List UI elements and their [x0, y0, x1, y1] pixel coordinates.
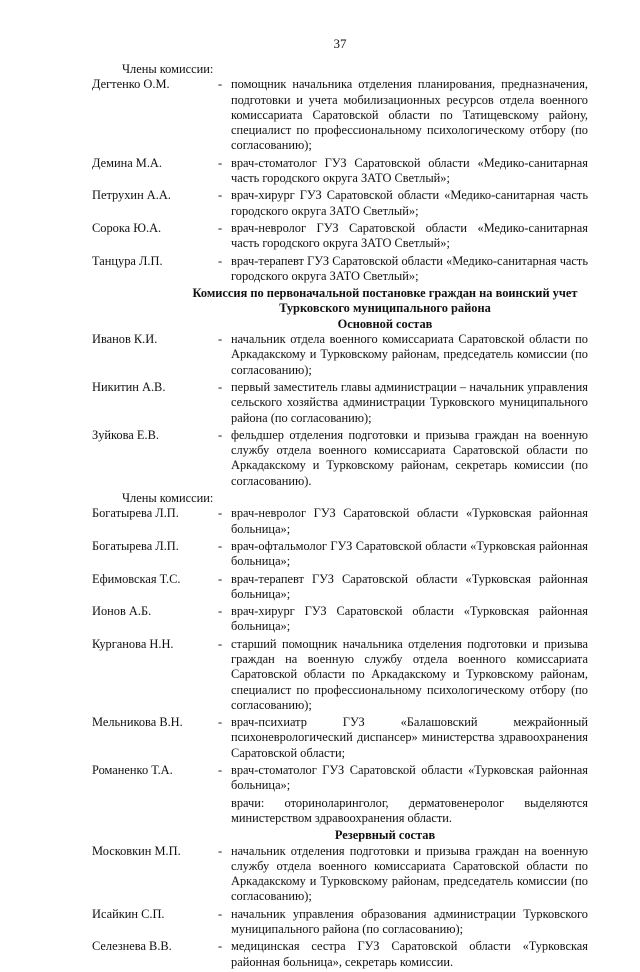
position-description: медицинская сестра ГУЗ Саратовской области «Турковская районная больница», секретарь комиссии. — [231, 939, 588, 969]
position-description: помощник начальника отделения планирования, предназначения, подготовки и учета мобилизационных ресурсов отдела военного комиссариата Саратовской области по Татищевскому району, специалист по профессиональному психологическому отбору (по согласованию); — [231, 77, 588, 153]
dash-separator: - — [218, 220, 223, 235]
dash-separator: - — [218, 571, 223, 586]
list-item — [92, 332, 588, 378]
position-description: врач-невролог ГУЗ Саратовской области «Медико-санитарная часть городского округа ЗАТО Светлый»; — [231, 220, 588, 251]
dash-separator: - — [218, 155, 223, 170]
position-description: старший помощник начальника отделения подготовки и призыва граждан на военную службу отдела военного комиссариата Саратовской области по Аркадакскому и Турковскому районам, специалист по профессиональному психологическому отбору (по согласованию); — [231, 636, 588, 712]
person-name: Богатырева Л.П. — [92, 538, 179, 553]
list-item — [92, 637, 588, 713]
position-description: начальник отделения подготовки и призыва граждан на военную службу отдела военного комиссариата Саратовской области по Аркадакскому и Турковскому районам, председатель комиссии (по согласованию); — [231, 843, 588, 904]
list-item — [92, 221, 588, 252]
commission-heading-line2: Турковского муниципального района — [279, 301, 491, 316]
list-item — [92, 254, 588, 285]
position-description: врач-стоматолог ГУЗ Саратовской области «Медико-санитарная часть городского округа ЗАТО Светлый»; — [231, 155, 588, 186]
person-name: Мельникова В.Н. — [92, 715, 183, 730]
person-name: Богатырева Л.П. — [92, 506, 179, 521]
position-description: первый заместитель главы администрации – начальник управления сельского хозяйства администрации Турковского муниципального района (по согласованию); — [231, 379, 588, 425]
person-name: Курганова Н.Н. — [92, 636, 174, 651]
list-item — [92, 572, 588, 603]
person-name: Демина М.А. — [92, 155, 162, 170]
list-item — [92, 715, 588, 761]
reserve-composition-heading: Резервный состав — [334, 828, 436, 843]
dash-separator: - — [218, 77, 223, 92]
dash-separator: - — [218, 843, 223, 858]
commission-heading-line1: Комиссия по первоначальной постановке граждан на воинский учет — [192, 286, 578, 301]
members-list — [92, 506, 588, 793]
page-number: 37 — [333, 36, 347, 51]
person-name: Зуйкова Е.В. — [92, 427, 159, 442]
person-name: Ионов А.Б. — [92, 604, 152, 619]
list-item — [92, 77, 588, 153]
members-label: Члены комиссии: — [122, 62, 214, 76]
list-item — [92, 907, 588, 938]
dash-separator: - — [218, 332, 223, 347]
section1-entry-list — [92, 77, 588, 284]
list-item — [92, 156, 588, 187]
person-name: Московкин М.П. — [92, 843, 181, 858]
person-name: Ефимовская Т.С. — [92, 571, 181, 586]
position-description: врач-хирург ГУЗ Саратовской области «Медико-санитарная часть городского округа ЗАТО Светлый»; — [231, 188, 588, 218]
list-item — [92, 188, 588, 219]
person-name: Дегтенко О.М. — [92, 77, 170, 92]
list-item — [92, 428, 588, 489]
list-item — [92, 506, 588, 537]
position-description: фельдшер отделения подготовки и призыва граждан на военную службу отдела военного комиссариата Саратовской области по Аркадакскому и Турковскому районам, секретарь комиссии (по согласованию). — [231, 427, 588, 488]
dash-separator: - — [218, 506, 223, 521]
dash-separator: - — [218, 188, 223, 203]
list-item — [92, 604, 588, 635]
position-description: врач-терапевт ГУЗ Саратовской области «Турковская районная больница»; — [231, 571, 588, 601]
dash-separator: - — [218, 763, 223, 778]
person-name: Романенко Т.А. — [92, 763, 173, 778]
position-description: врач-терапевт ГУЗ Саратовской области «Медико-санитарная часть городского округа ЗАТО Светлый»; — [231, 253, 588, 283]
position-description: врач-хирург ГУЗ Саратовской области «Турковская районная больница»; — [231, 604, 588, 634]
person-name: Исайкин С.П. — [92, 906, 165, 921]
dash-separator: - — [218, 538, 223, 553]
dash-separator: - — [218, 379, 223, 394]
dash-separator: - — [218, 636, 223, 651]
position-description: врач-офтальмолог ГУЗ Саратовской области «Турковская районная больница»; — [231, 538, 588, 569]
main-composition-heading: Основной состав — [337, 316, 433, 331]
person-name: Иванов К.И. — [92, 332, 158, 347]
dash-separator: - — [218, 604, 223, 619]
position-description: начальник управления образования администрации Турковского муниципального района (по согласованию); — [231, 906, 588, 937]
dash-separator: - — [218, 715, 223, 730]
dash-separator: - — [218, 253, 223, 268]
list-item — [92, 844, 588, 905]
dash-separator: - — [218, 939, 223, 954]
doctors-note: врачи: оториноларинголог, дерматовенеролог выделяются министерством здравоохранения области. — [231, 795, 588, 825]
document-content — [92, 62, 588, 972]
position-description: врач-невролог ГУЗ Саратовской области «Турковская районная больница»; — [231, 506, 588, 536]
dash-separator: - — [218, 906, 223, 921]
main-composition-list — [92, 332, 588, 489]
person-name: Петрухин А.А. — [92, 188, 171, 203]
person-name: Танцура Л.П. — [92, 253, 163, 268]
list-item — [92, 763, 588, 794]
person-name: Никитин А.В. — [92, 379, 166, 394]
position-description: начальник отдела военного комиссариата Саратовской области по Аркадакскому и Турковскому районам, председатель комиссии (по согласованию); — [231, 332, 588, 377]
dash-separator: - — [218, 427, 223, 442]
person-name: Селезнева В.В. — [92, 939, 172, 954]
person-name: Сорока Ю.А. — [92, 220, 162, 235]
reserve-composition-list — [92, 844, 588, 970]
list-item — [92, 380, 588, 426]
list-item — [92, 539, 588, 570]
position-description: врач-стоматолог ГУЗ Саратовской области «Турковская районная больница»; — [231, 763, 588, 793]
list-item — [92, 939, 588, 970]
members-label: Члены комиссии: — [122, 491, 214, 506]
position-description: врач-психиатр ГУЗ «Балашовский межрайонный психоневрологический диспансер» министерства здравоохранения Саратовской области; — [231, 715, 588, 760]
